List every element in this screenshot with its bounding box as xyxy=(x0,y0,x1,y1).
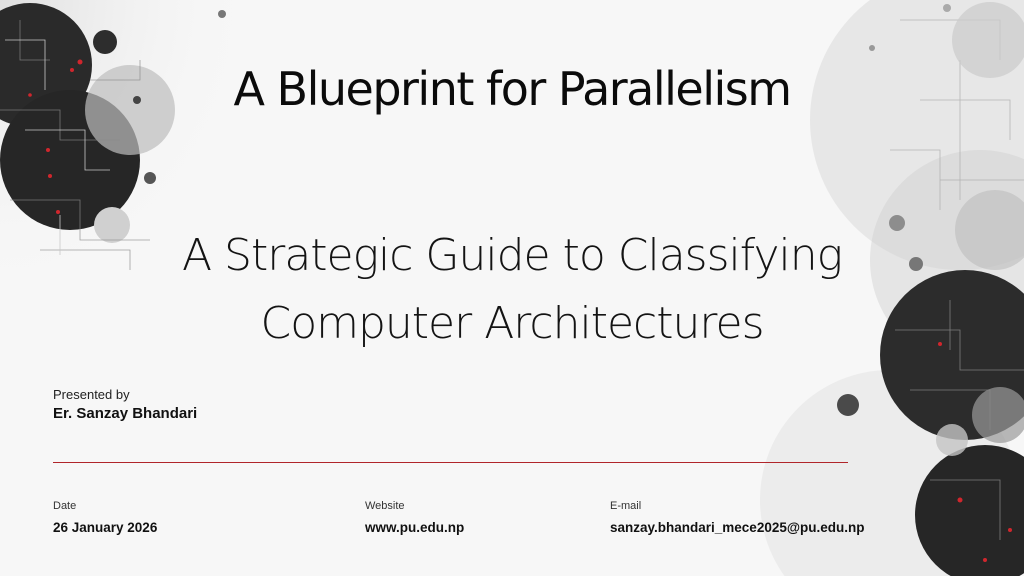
email-link[interactable]: sanzay.bhandari_mece2025@pu.edu.np xyxy=(610,520,865,535)
presented-by-label: Presented by xyxy=(53,387,130,402)
date-value: 26 January 2026 xyxy=(53,520,158,535)
date-block xyxy=(53,500,157,535)
presenter-name: Er. Sanzay Bhandari xyxy=(53,405,198,422)
website-block xyxy=(365,500,464,535)
accent-divider xyxy=(53,462,848,463)
slide-subtitle xyxy=(150,222,874,358)
subtitle-line-1: A Strategic Guide to Classifying xyxy=(181,230,843,281)
slide-title: A Blueprint for Parallelism xyxy=(233,62,791,116)
website-label: Website xyxy=(365,500,405,512)
email-block xyxy=(610,500,865,535)
email-label: E-mail xyxy=(610,500,642,512)
website-link[interactable]: www.pu.edu.np xyxy=(365,520,465,535)
subtitle-line-2: Computer Architectures xyxy=(260,298,764,349)
date-label: Date xyxy=(53,500,77,512)
